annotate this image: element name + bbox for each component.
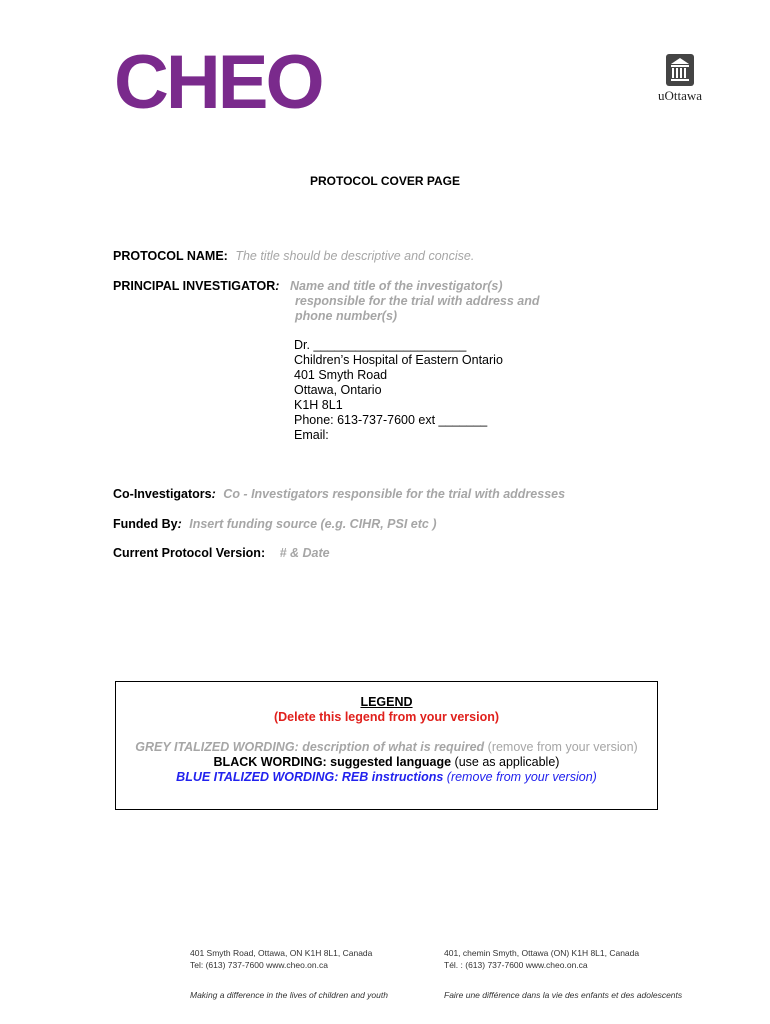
principal-investigator-hint [290, 279, 540, 324]
legend-subtitle: (Delete this legend from your version) [273, 710, 500, 724]
legend-blue-line [116, 770, 657, 785]
pi-hint-line: responsible for the trial with address and [295, 294, 540, 308]
legend-black-strong: BLACK WORDING: suggested language [213, 755, 452, 769]
footer-right [444, 947, 684, 1001]
protocol-name-row [113, 249, 474, 264]
protocol-version-row [113, 546, 330, 561]
footer-left [190, 947, 420, 1001]
pi-address-line: Ottawa, Ontario [294, 383, 382, 397]
cheo-logo-text: CHEO [114, 40, 322, 120]
principal-investigator-colon: : [275, 279, 280, 293]
legend-black-note: (use as applicable) [454, 755, 560, 769]
funded-by-colon: : [177, 517, 182, 531]
funded-by-label: Funded By [113, 517, 178, 531]
legend-title: LEGEND [360, 695, 413, 709]
page-title: PROTOCOL COVER PAGE [309, 174, 461, 188]
footer-right-address: 401, chemin Smyth, Ottawa (ON) K1H 8L1, Canada [444, 948, 640, 958]
co-investigators-label: Co-Investigators [113, 487, 212, 501]
uottawa-logo-text: uOttawa [657, 88, 703, 103]
co-investigators-row [113, 487, 565, 502]
pi-address-line: Dr. ______________________ [294, 338, 467, 352]
pi-address-block [294, 338, 503, 443]
pi-hint-line: Name and title of the investigator(s) [290, 279, 503, 293]
co-investigators-hint: Co - Investigators responsible for the trial with addresses [223, 487, 566, 501]
pi-address-line: Children’s Hospital of Eastern Ontario [294, 353, 503, 367]
uottawa-building-icon [640, 52, 720, 86]
legend-grey-note: (remove from your version) [487, 740, 638, 754]
footer-right-contact: Tél. : (613) 737-7600 www.cheo.on.ca [444, 960, 588, 970]
protocol-name-hint: The title should be descriptive and concise. [235, 249, 475, 263]
cheo-logo [112, 40, 322, 120]
legend-box [115, 681, 658, 810]
pi-address-line: 401 Smyth Road [294, 368, 388, 382]
pi-address-line: Email: [294, 428, 329, 442]
uottawa-logo [640, 52, 720, 108]
footer-left-contact: Tel: (613) 737-7600 www.cheo.on.ca [190, 960, 328, 970]
legend-black-line [116, 755, 657, 770]
footer-right-tagline: Faire une différence dans la vie des enfants et des adolescents [444, 990, 683, 1000]
funded-by-row [113, 517, 437, 532]
legend-grey-strong: GREY ITALIZED WORDING: description of what is required [135, 740, 485, 754]
principal-investigator-label: PRINCIPAL INVESTIGATOR [113, 279, 276, 293]
legend-blue-strong: BLUE ITALIZED WORDING: REB instructions [176, 770, 444, 784]
footer-left-tagline: Making a difference in the lives of children and youth [190, 990, 388, 1000]
pi-address-line: K1H 8L1 [294, 398, 343, 412]
protocol-version-label: Current Protocol Version: [113, 546, 266, 560]
funded-by-hint: Insert funding source (e.g. CIHR, PSI etc ) [189, 517, 437, 531]
protocol-name-label: PROTOCOL NAME: [113, 249, 228, 263]
legend-grey-line [116, 740, 657, 755]
footer-left-address: 401 Smyth Road, Ottawa, ON K1H 8L1, Canada [190, 948, 373, 958]
pi-address-line: Phone: 613-737-7600 ext _______ [294, 413, 488, 427]
principal-investigator-label-row [113, 279, 279, 294]
protocol-version-hint: # & Date [279, 546, 330, 560]
legend-blue-note: (remove from your version) [446, 770, 597, 784]
co-investigators-colon: : [211, 487, 216, 501]
pi-hint-line: phone number(s) [295, 309, 398, 323]
